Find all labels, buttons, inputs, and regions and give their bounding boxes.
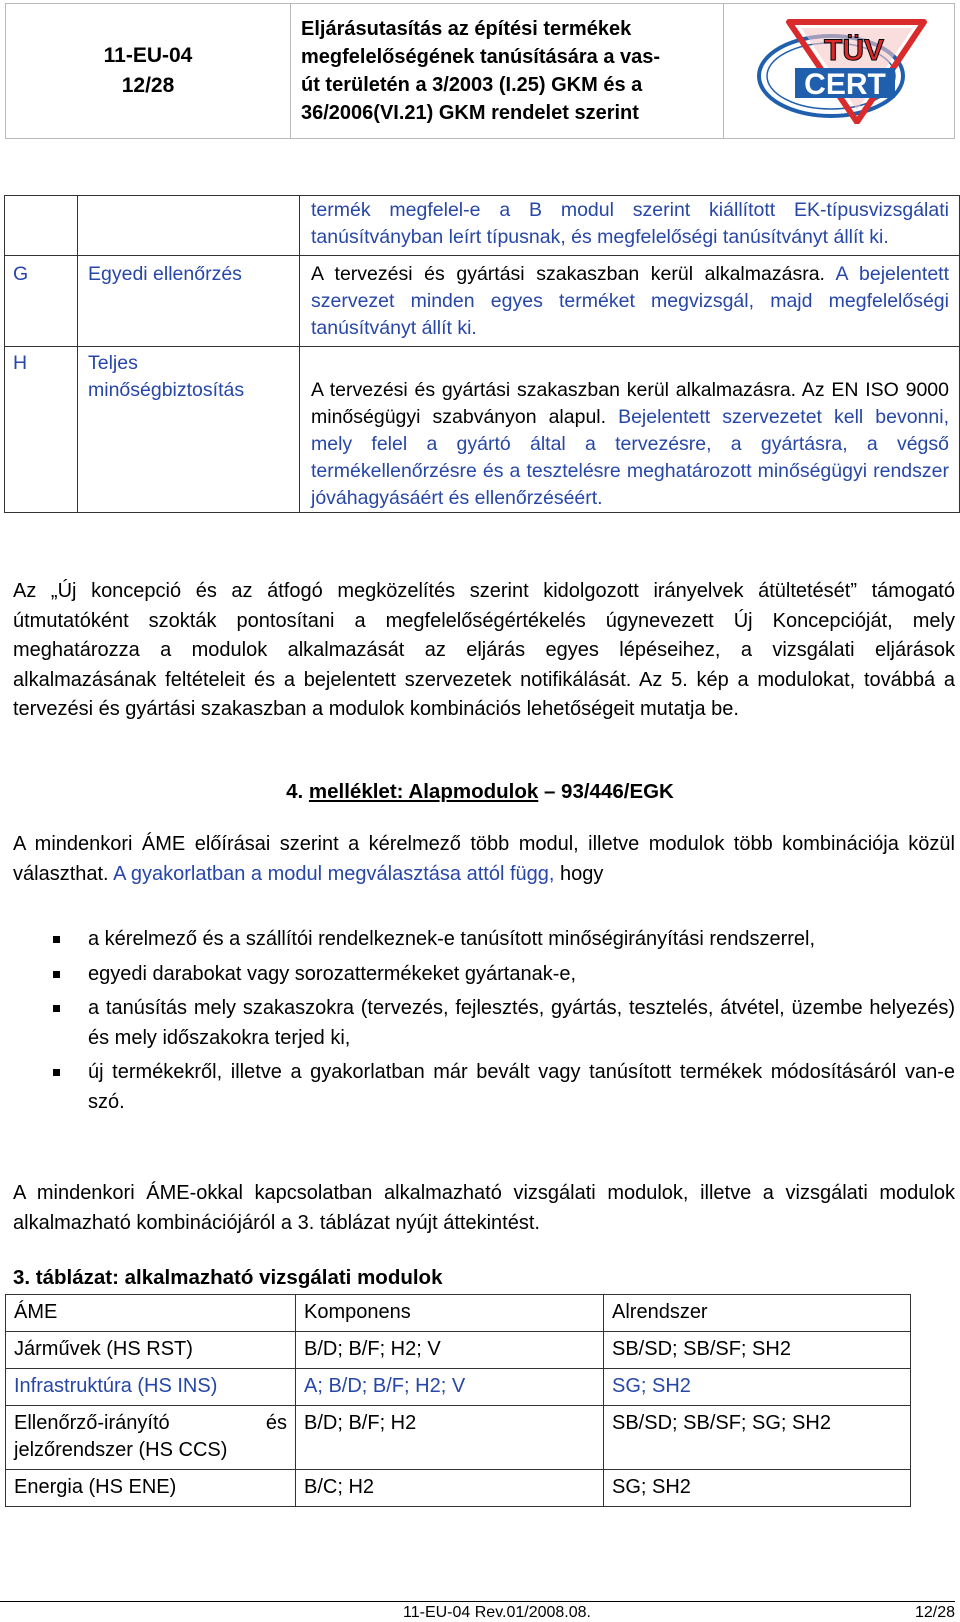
heading-suffix: – 93/446/EGK	[538, 780, 674, 803]
tam-cert-logo-icon	[749, 14, 929, 124]
doc-code: 11-EU-04	[103, 44, 193, 67]
module-key: H	[5, 347, 78, 513]
description-text-blue: Bejelentett szervezetet kell bevonni, mely felel a gyártó által a tervezésre, a gyártásra, a végső termékellenőrzésre és a tesztelésre meghatározott minőségügyi rendszer jóváhagyásáért és ellenőrzéséért.	[311, 406, 949, 509]
description-text: A tervezési és gyártási szakaszban kerül alkalmazásra. Az EN ISO 9000 minőségügyi szabványon alapul.	[311, 379, 949, 428]
table-cell: B/D; B/F; H2	[296, 1406, 604, 1470]
annex-heading	[0, 780, 960, 804]
title-line: Eljárásutasítás az építési termékek	[301, 18, 632, 40]
module-name: Teljes minőségbiztosítás	[78, 347, 300, 513]
module-key: G	[5, 256, 78, 347]
column-header: Komponens	[296, 1295, 604, 1332]
bullet-square-icon	[53, 971, 60, 978]
module-description	[300, 196, 960, 256]
table-row	[6, 1406, 911, 1470]
header-logo-cell	[724, 4, 955, 139]
bullet-list	[13, 925, 955, 1122]
table-row	[5, 347, 960, 513]
list-item	[13, 925, 955, 955]
heading-prefix: 4.	[286, 780, 309, 803]
page-number: 12/28	[121, 74, 175, 97]
list-item	[13, 960, 955, 990]
heading-underlined: melléklet: Alapmodulok	[308, 780, 539, 803]
description-text-blue: termék megfelel-e a B modul szerint kiállított EK-típusvizsgálati tanúsítványban leírt típusnak, és megfelelőségi tanúsítványt állít ki.	[311, 199, 949, 248]
module-name: Egyedi ellenőrzés	[78, 256, 300, 347]
table-cell: B/D; B/F; H2; V	[296, 1332, 604, 1369]
logo-top-text: TÜV	[824, 33, 884, 67]
table-row	[5, 256, 960, 347]
column-header: Alrendszer	[604, 1295, 911, 1332]
table-row	[6, 1470, 911, 1507]
title-line: 36/2006(VI.21) GKM rendelet szerint	[301, 102, 639, 124]
title-line: megfelelőségének tanúsítására a vas-	[301, 46, 661, 68]
list-item-text: a kérelmező és a szállítói rendelkeznek-e tanúsított minőségirányítási rendszerrel,	[88, 928, 816, 950]
paragraph-text: hogy	[554, 862, 604, 885]
body-paragraph: A mindenkori ÁME-okkal kapcsolatban alkalmazható vizsgálati modulok, illetve a vizsgálati modulok alkalmazható kombinációjáról a 3. táblázat nyújt áttekintést.	[13, 1182, 955, 1234]
bullet-square-icon	[53, 1005, 60, 1012]
table-header-row	[6, 1295, 911, 1332]
header-doc-id	[6, 4, 291, 139]
table-cell: A; B/D; B/F; H2; V	[296, 1369, 604, 1406]
body-paragraph	[13, 830, 955, 889]
table-cell: SB/SD; SB/SF; SH2	[604, 1332, 911, 1369]
module-name	[78, 196, 300, 256]
body-paragraph: Az „Új koncepció és az átfogó megközelítés szerint kidolgozott irányelvek átültetését” támogató útmutatóként szokták pontosítani a megfelelőségértékelés úgynevezett Új Koncepcióját, mely meghatározza a modulok alkalmazását az eljárás egyes lépéseihez, a vizsgálati eljárások alkalmazásának feltételeit és a bejelentett szervezetek notifikálását. Az 5. kép a modulokat, továbbá a tervezési és gyártási szakaszban a modulok kombinációs lehetőségeit mutatja be.	[13, 580, 955, 720]
list-item	[13, 994, 955, 1053]
table-cell: SG; SH2	[604, 1369, 911, 1406]
paragraph-text-blue: A gyakorlatban a modul megválasztása attól függ,	[113, 862, 555, 885]
logo-bottom-text: CERT	[804, 67, 886, 101]
column-header: ÁME	[6, 1295, 296, 1332]
bullet-square-icon	[53, 936, 60, 943]
footer-page-number: 12/28	[914, 1604, 955, 1621]
table-cell: Ellenőrző-irányító és jelzőrendszer (HS CCS)	[6, 1406, 296, 1470]
table-caption: 3. táblázat: alkalmazható vizsgálati modulok	[13, 1266, 443, 1289]
module-key	[5, 196, 78, 256]
table-cell: Járművek (HS RST)	[6, 1332, 296, 1369]
table-row	[6, 1369, 911, 1406]
list-item-text: új termékekről, illetve a gyakorlatban már bevált vagy tanúsított termékek módosításáról van-e szó.	[88, 1061, 955, 1113]
paragraph-text: A mindenkori ÁME előírásai szerint a kérelmező több modul, illetve modulok több kombinációja közül választhat.	[13, 833, 955, 885]
list-item-text: a tanúsítás mely szakaszokra (tervezés, fejlesztés, gyártás, tesztelés, átvétel, üzembe helyezés) és mely időszakokra terjed ki,	[88, 997, 955, 1049]
modules-table	[4, 195, 960, 513]
module-description	[300, 347, 960, 513]
description-text: A tervezési és gyártási szakaszban kerül alkalmazásra.	[311, 263, 836, 285]
table-row	[6, 1332, 911, 1369]
list-item-text: egyedi darabokat vagy sorozattermékeket gyártanak-e,	[88, 962, 577, 985]
footer-revision: 11-EU-04 Rev.01/2008.08.	[403, 1604, 591, 1621]
page-header	[5, 3, 955, 139]
table-cell: Infrastruktúra (HS INS)	[6, 1369, 296, 1406]
title-line: út területén a 3/2003 (I.25) GKM és a	[301, 74, 643, 96]
bullet-square-icon	[53, 1069, 60, 1076]
page-footer	[0, 1601, 955, 1621]
description-text-blue: A bejelentett szervezet minden egyes terméket megvizsgál, majd megfelelőségi tanúsítványt állít ki.	[311, 263, 949, 339]
table-cell: SB/SD; SB/SF; SG; SH2	[604, 1406, 911, 1470]
table-cell: Energia (HS ENE)	[6, 1470, 296, 1507]
module-description	[300, 256, 960, 347]
header-title	[291, 4, 724, 139]
list-item	[13, 1058, 955, 1117]
applicable-modules-table	[5, 1294, 911, 1507]
table-cell: SG; SH2	[604, 1470, 911, 1507]
table-cell: B/C; H2	[296, 1470, 604, 1507]
table-row	[5, 196, 960, 256]
